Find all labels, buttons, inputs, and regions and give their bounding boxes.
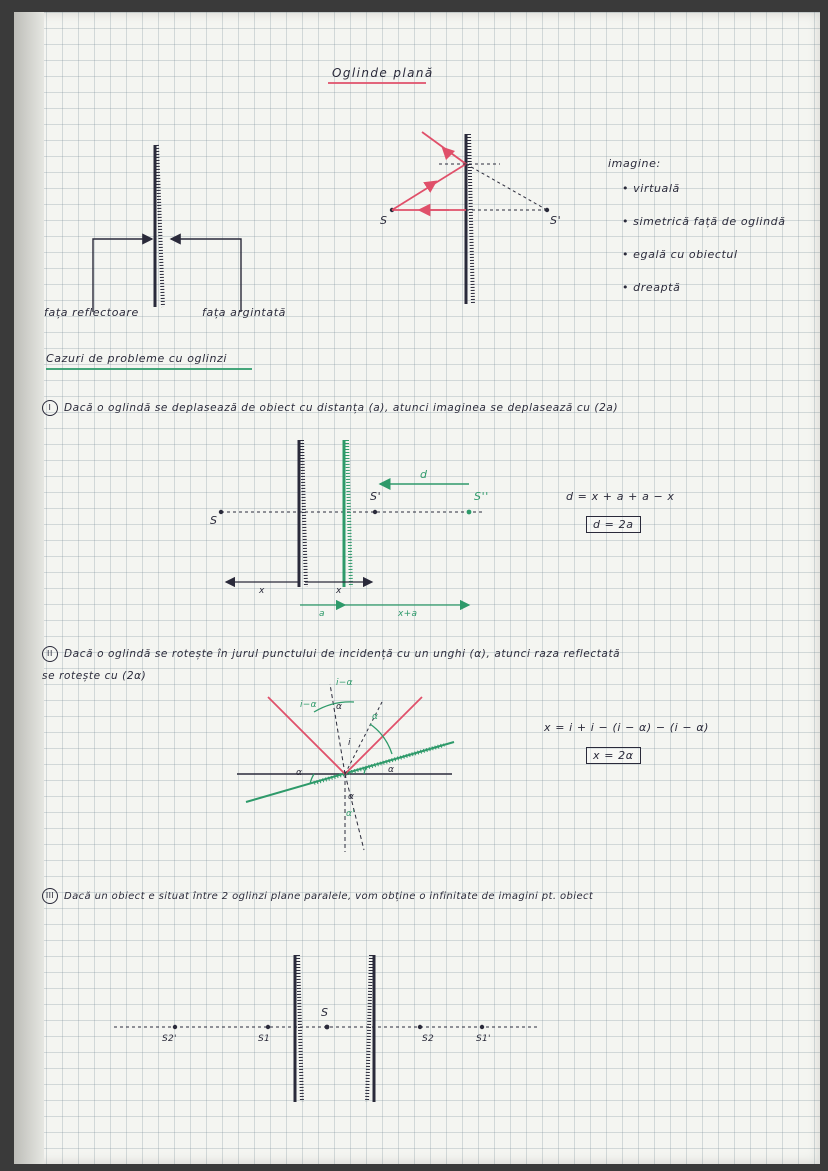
case3-statement <box>42 888 593 904</box>
case1-diagram <box>219 440 484 605</box>
case3-point-s: S <box>321 1006 329 1019</box>
image-properties-heading: imagine: <box>608 157 661 170</box>
case2-angle-alpha-mirror: α <box>388 765 395 775</box>
case1-d-label: d <box>420 468 428 481</box>
image-property-equal: • egală cu obiectul <box>622 248 738 261</box>
case2-angle-i-minus-alpha-left: i−α <box>300 700 317 710</box>
case2-angle-alpha-prime: α' <box>346 809 356 819</box>
case2-equation: x = i + i − (i − α) − (i − α) <box>544 721 710 734</box>
silvered-face-label: fața argintată <box>202 306 286 319</box>
point-s-prime-label: S' <box>550 214 562 227</box>
case1-x-left-label: x <box>259 586 265 596</box>
case2-result: x = 2α <box>586 747 641 764</box>
diagrams-layer <box>14 12 820 1164</box>
case2-angle-i-minus-alpha-top: i−α <box>336 678 353 688</box>
point-s-label: S <box>380 214 388 227</box>
case1-s-label: S <box>210 514 218 527</box>
mirror-faces-diagram <box>93 145 241 312</box>
cases-heading: Cazuri de probleme cu oglinzi <box>46 352 228 365</box>
case3-point-s2-prime: S2' <box>162 1034 177 1044</box>
image-property-symmetric: • simetrică față de oglindă <box>622 215 786 228</box>
image-property-upright: • dreaptă <box>622 281 681 294</box>
case1-equation: d = x + a + a − x <box>566 490 675 503</box>
reflective-face-label: fața reflectoare <box>44 306 139 319</box>
case3-point-s2: S2 <box>422 1034 435 1044</box>
case3-text: Dacă un obiect e situat între 2 oglinzi plane paralele, vom obține o infinitate de imagini pt. obiect <box>64 891 594 902</box>
image-formation-diagram <box>390 132 549 304</box>
case2-angle-alpha-top: α <box>336 702 343 712</box>
case1-result: d = 2a <box>586 516 641 533</box>
case1-number: I <box>42 400 58 416</box>
case2-statement-line1 <box>42 646 620 662</box>
image-property-virtual: • virtuală <box>622 182 680 195</box>
case2-diagram <box>237 684 454 852</box>
case2-angle-alpha-left: α <box>296 768 303 778</box>
case1-statement <box>42 400 618 416</box>
case1-s-double-prime-label: S'' <box>474 490 489 503</box>
case2-angle-alpha-right: α <box>372 712 379 722</box>
case2-angle-alpha-bottom: α <box>348 792 355 802</box>
case1-x-right-label: x <box>336 586 342 596</box>
case3-point-s1-prime: S1' <box>476 1034 491 1044</box>
page-title: Oglinde plană <box>332 66 434 80</box>
case3-number: III <box>42 888 58 904</box>
case1-x-plus-a-label: x+a <box>398 609 418 619</box>
case2-number: II <box>42 646 58 662</box>
case2-angle-i: i <box>348 738 351 748</box>
case1-a-label: a <box>319 609 325 619</box>
case3-point-s1: S1 <box>258 1034 271 1044</box>
case1-text: Dacă o oglindă se deplasează de obiect cu distanța (a), atunci imaginea se deplasează cu (2a) <box>64 402 619 414</box>
notebook-page <box>14 12 820 1164</box>
case3-diagram <box>114 955 539 1102</box>
case2-text-line1: Dacă o oglindă se rotește în jurul punctului de incidență cu un unghi (α), atunci raza reflectată <box>64 648 621 660</box>
case2-text-line2: se rotește cu (2α) <box>42 670 147 682</box>
case1-s-prime-label: S' <box>370 490 382 503</box>
